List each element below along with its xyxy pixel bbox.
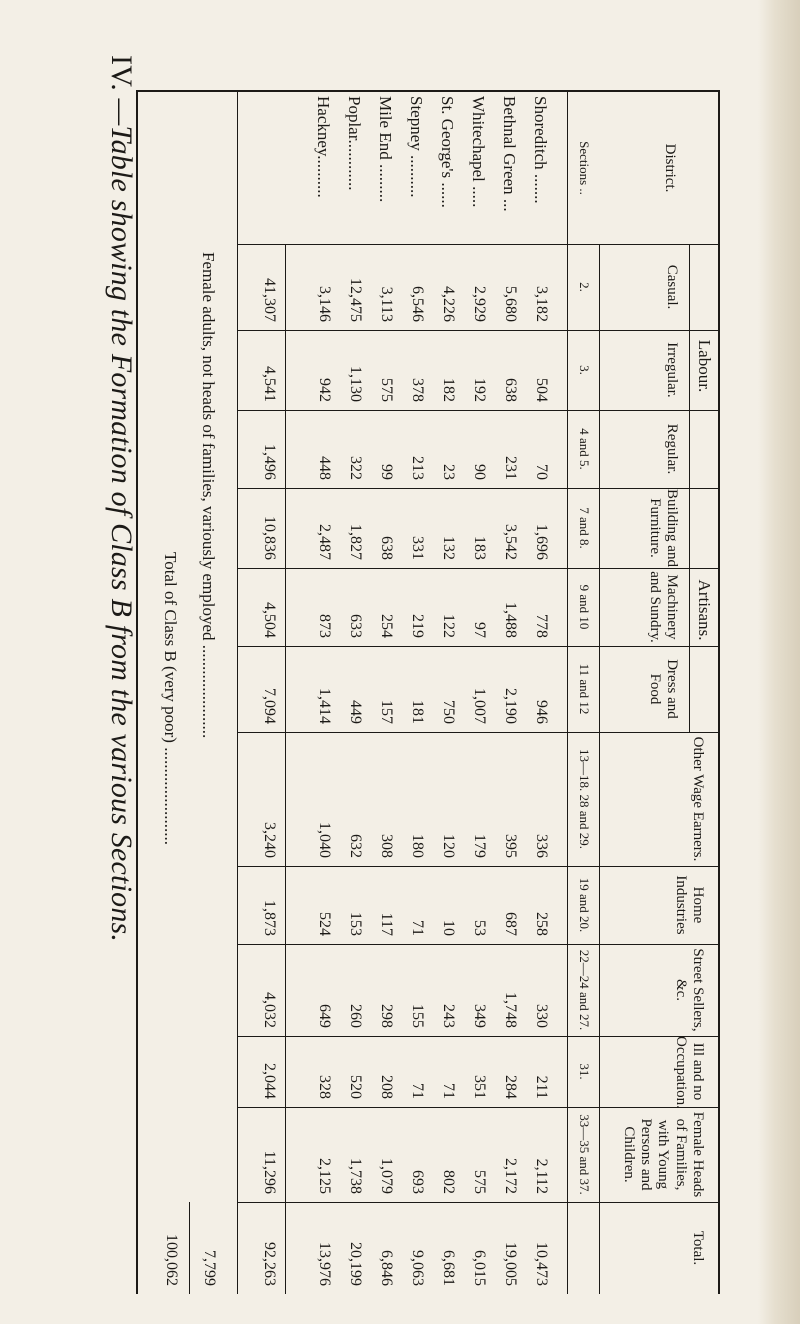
table-cell: 4,226 [440, 286, 457, 322]
table-cell: 448 [316, 456, 333, 480]
subheader-rule [599, 244, 600, 1294]
column-header: Regular. [664, 423, 680, 475]
table-cell: 802 [440, 1170, 457, 1194]
table-cell: 336 [533, 834, 550, 858]
table-cell: 2,172 [502, 1158, 519, 1194]
column-sections: 13—18. 28 and 29. [577, 748, 592, 850]
column-total: 4,032 [261, 992, 278, 1028]
table-cell: 395 [502, 834, 519, 858]
table-cell: 449 [347, 700, 364, 724]
table-cell: 117 [378, 912, 395, 936]
table-cell: 23 [440, 464, 457, 480]
table-cell: 575 [471, 1170, 488, 1194]
table-cell: 2,112 [533, 1158, 550, 1194]
table-cell: 20,199 [347, 1242, 364, 1286]
column-sections: 19 and 20. [577, 877, 592, 933]
table-cell: 258 [533, 912, 550, 936]
column-total: 1,496 [261, 444, 278, 480]
table-cell: 153 [347, 912, 364, 936]
table-cell: 1,696 [533, 524, 550, 560]
district-name: Shoreditch ....... [531, 96, 550, 204]
column-sections: 22—24 and 27. [577, 949, 592, 1031]
table-cell: 19,005 [502, 1242, 519, 1286]
table-cell: 90 [471, 464, 488, 480]
totals-rule [285, 244, 286, 1294]
table-cell: 10,473 [533, 1242, 550, 1286]
table-cell: 632 [347, 834, 364, 858]
table-cell: 70 [533, 464, 550, 480]
table-cell: 3,113 [378, 286, 395, 322]
table-cell: 284 [502, 1075, 519, 1099]
table-cell: 71 [440, 1083, 457, 1099]
district-name: Poplar............ [345, 96, 364, 191]
table-cell: 254 [378, 614, 395, 638]
table-cell: 2,929 [471, 286, 488, 322]
table-cell: 504 [533, 378, 550, 402]
table-cell: 9,063 [409, 1250, 426, 1286]
column-total: 1,873 [261, 900, 278, 936]
table-cell: 157 [378, 700, 395, 724]
table-cell: 192 [471, 378, 488, 402]
table-cell: 1,488 [502, 602, 519, 638]
column-sections: 9 and 10 [577, 584, 592, 630]
district-name: Bethnal Green ... [500, 96, 519, 212]
table-cell: 331 [409, 536, 426, 560]
table-cell: 179 [471, 834, 488, 858]
column-header: Female Heads of Families, with Young Persons and Children. [621, 1111, 706, 1198]
female-adults-value: 7,799 [201, 1250, 218, 1286]
table-cell: 6,015 [471, 1250, 488, 1286]
column-header: Building and Furniture. [646, 489, 680, 567]
table-cell: 13,976 [316, 1242, 333, 1286]
table-cell: 524 [316, 912, 333, 936]
column-total: 4,504 [261, 602, 278, 638]
group-rule-artisans [689, 488, 690, 732]
table-cell: 10 [440, 920, 457, 936]
table-cell: 1,130 [347, 366, 364, 402]
table-cell: 208 [378, 1075, 395, 1099]
grand-total-label: Total of Class B (very poor) ....................... [161, 552, 180, 845]
column-header: Irregular. [664, 342, 680, 398]
table-cell: 378 [409, 378, 426, 402]
female-adults-label: Female adults, not heads of families, variously employed ...................... [199, 252, 218, 739]
table-cell: 211 [533, 1075, 550, 1099]
table-cell: 3,542 [502, 524, 519, 560]
district-name: Stepney .......... [407, 96, 426, 198]
table-caption [104, 55, 138, 942]
table-cell: 6,846 [378, 1250, 395, 1286]
table-cell: 1,827 [347, 524, 364, 560]
table-cell: 633 [347, 614, 364, 638]
table-cell: 182 [440, 378, 457, 402]
table-cell: 122 [440, 614, 457, 638]
sections-header: Sections .. [577, 141, 592, 195]
table-cell: 155 [409, 1004, 426, 1028]
table-cell: 1,738 [347, 1158, 364, 1194]
table-cell: 219 [409, 614, 426, 638]
district-name: Mile End ......... [376, 96, 395, 203]
column-header: Machinery and Sundry. [646, 571, 680, 643]
table-cell: 6,546 [409, 286, 426, 322]
column-sections: 7 and 8. [577, 507, 592, 549]
column-total: 92,263 [261, 1242, 278, 1286]
table-cell: 942 [316, 378, 333, 402]
column-header: Other Wage Earners. [690, 736, 706, 862]
table-cell: 97 [471, 622, 488, 638]
table-cell: 873 [316, 614, 333, 638]
grand-total-rule [189, 1202, 190, 1294]
table-cell: 322 [347, 456, 364, 480]
table-cell: 1,007 [471, 688, 488, 724]
group-artisans: Artisans. [695, 579, 714, 641]
table-cell: 298 [378, 1004, 395, 1028]
group-rule-labour [689, 244, 690, 488]
column-sections: 33—35 and 37. [577, 1114, 592, 1195]
table-cell: 1,414 [316, 688, 333, 724]
caption-number: IV. [105, 55, 138, 91]
table-cell: 180 [409, 834, 426, 858]
column-sections: 11 and 12 [577, 663, 592, 715]
column-sections: 31. [577, 1063, 592, 1080]
table-cell: 132 [440, 536, 457, 560]
column-total: 7,094 [261, 688, 278, 724]
caption-title: —Table showing the Formation of Class B from the various Sections. [105, 98, 138, 943]
table-cell: 2,487 [316, 524, 333, 560]
table-cell: 649 [316, 1004, 333, 1028]
table-cell: 2,125 [316, 1158, 333, 1194]
table-cell: 6,681 [440, 1250, 457, 1286]
column-header: Home Industries [672, 875, 706, 935]
column-header: Casual. [664, 264, 680, 310]
table-cell: 231 [502, 456, 519, 480]
column-total: 2,044 [261, 1063, 278, 1099]
column-total: 11,296 [261, 1150, 278, 1194]
column-sections: 3. [577, 365, 592, 375]
footer-rule [237, 92, 238, 1294]
data-table [136, 90, 720, 1294]
table-cell: 946 [533, 700, 550, 724]
table-cell: 351 [471, 1075, 488, 1099]
table-cell: 99 [378, 464, 395, 480]
column-header: Dress and Food [646, 659, 680, 719]
table-cell: 520 [347, 1075, 364, 1099]
table-cell: 638 [502, 378, 519, 402]
table-cell: 2,190 [502, 688, 519, 724]
table-cell: 260 [347, 1004, 364, 1028]
table-cell: 71 [409, 1083, 426, 1099]
table-cell: 328 [316, 1075, 333, 1099]
column-total: 4,541 [261, 366, 278, 402]
table-cell: 120 [440, 834, 457, 858]
district-name: Hackney.......... [314, 96, 333, 198]
column-header: Ill and no Occupation. [672, 1036, 706, 1109]
table-cell: 181 [409, 700, 426, 724]
column-total: 41,307 [261, 278, 278, 322]
district-name: Whitechapel ..... [469, 96, 488, 208]
table-cell: 693 [409, 1170, 426, 1194]
table-cell: 71 [409, 920, 426, 936]
column-header: Street Sellers, &c. [672, 948, 706, 1032]
column-total: 10,836 [261, 516, 278, 560]
table-cell: 687 [502, 912, 519, 936]
header-rule [567, 92, 568, 1294]
column-sections: 4 and 5. [577, 428, 592, 470]
grand-total-value: 100,062 [163, 1234, 180, 1286]
district-name: St. George's ...... [438, 96, 457, 208]
table-cell: 3,146 [316, 286, 333, 322]
table-cell: 183 [471, 536, 488, 560]
table-cell: 3,182 [533, 286, 550, 322]
table-cell: 750 [440, 700, 457, 724]
column-header: Total. [690, 1230, 706, 1266]
group-labour: Labour. [695, 339, 714, 393]
table-cell: 1,748 [502, 992, 519, 1028]
table-cell: 330 [533, 1004, 550, 1028]
table-cell: 349 [471, 1004, 488, 1028]
table-cell: 575 [378, 378, 395, 402]
table-cell: 638 [378, 536, 395, 560]
table-cell: 53 [471, 920, 488, 936]
table-cell: 243 [440, 1004, 457, 1028]
table-cell: 12,475 [347, 278, 364, 322]
table-cell: 308 [378, 834, 395, 858]
table-cell: 5,680 [502, 286, 519, 322]
table-cell: 1,079 [378, 1158, 395, 1194]
table-cell: 778 [533, 614, 550, 638]
column-total: 3,240 [261, 822, 278, 858]
column-sections: 2. [577, 282, 592, 292]
table-cell: 213 [409, 456, 426, 480]
table-cell: 1,040 [316, 822, 333, 858]
district-header: District. [662, 143, 678, 193]
